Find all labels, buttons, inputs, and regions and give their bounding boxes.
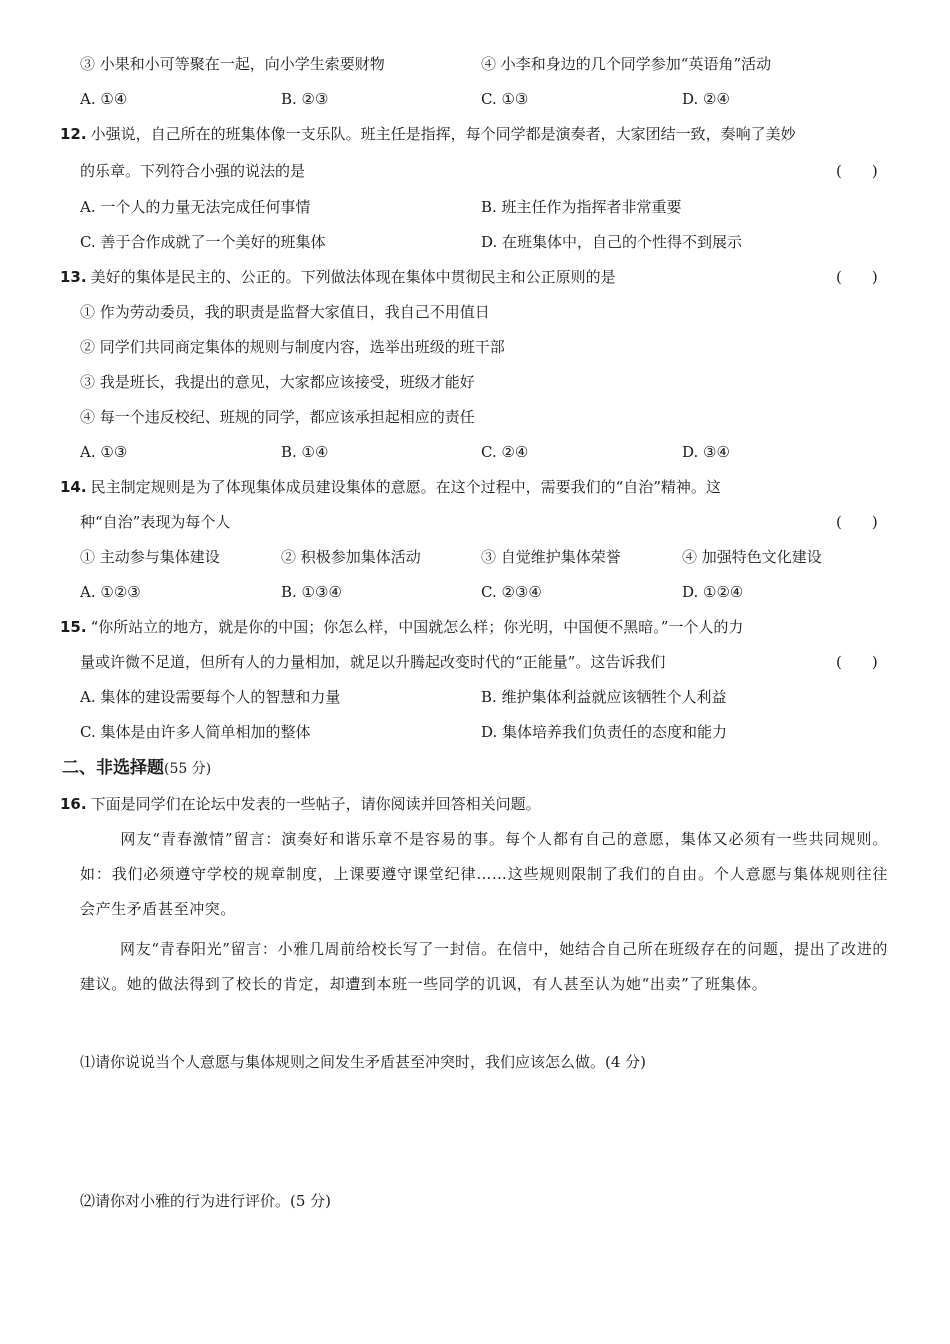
q15-stem-text: “你所站立的地方，就是你的中国；你怎么样，中国就怎么样；你光明，中国便不黑暗。”一个人的力 — [90, 618, 744, 636]
q15-choice-c: C. 集体是由许多人简单相加的整体 — [80, 723, 311, 741]
q14-choice-b: B. ①③④ — [281, 583, 342, 601]
q13-choice-a: A. ①③ — [80, 443, 128, 461]
q11-choice-d: D. ②④ — [682, 90, 730, 108]
q15-stem-line2: 量或许微不足道，但所有人的力量相加，就足以升腾起改变时代的“正能量”。这告诉我们 — [80, 653, 666, 671]
q12-stem-line2: 的乐章。下列符合小强的说法的是 — [80, 162, 306, 180]
q12-stem-text: 小强说，自己所在的班集体像一支乐队。班主任是指挥，每个同学都是演奏者，大家团结一致，奏响了美妙 — [90, 125, 796, 143]
q16-post-1-text: 网友“青春激情”留言：演奏好和谐乐章不是容易的事。每个人都有自己的意愿，集体又必须有一些共同规则。如：我们必须遵守学校的规章制度，上课要遵守课堂纪律……这些规则限制了我们的自由。个人意愿与集体规则往往会产生矛盾甚至冲突。 — [80, 830, 888, 918]
q14-item-2: ② 积极参加集体活动 — [281, 548, 421, 566]
q13-choice-c: C. ②④ — [481, 443, 529, 461]
q14-choice-a: A. ①②③ — [80, 583, 141, 601]
q11-choice-a: A. ①④ — [80, 90, 128, 108]
section-2-points: (55 分) — [164, 761, 212, 777]
q13-item-1: ① 作为劳动委员，我的职责是监督大家值日，我自己不用值日 — [80, 303, 490, 321]
q14-item-3: ③ 自觉维护集体荣誉 — [481, 548, 621, 566]
q13-item-2: ② 同学们共同商定集体的规则与制度内容，选举出班级的班干部 — [80, 338, 505, 356]
q16-post-1 — [80, 822, 888, 927]
q12-stem-line1 — [60, 123, 796, 145]
q12-choice-d: D. 在班集体中，自己的个性得不到展示 — [481, 233, 743, 251]
q15-choice-b: B. 维护集体利益就应该牺牲个人利益 — [481, 688, 727, 706]
q11-option-4: ④ 小李和身边的几个同学参加“英语角”活动 — [481, 55, 772, 73]
q14-answer-blank: ( ) — [836, 513, 878, 531]
q13-item-3: ③ 我是班长，我提出的意见，大家都应该接受，班级才能好 — [80, 373, 475, 391]
q11-choice-c: C. ①③ — [481, 90, 529, 108]
q14-stem-line2: 种“自治”表现为每个人 — [80, 513, 231, 531]
q16-post-2-text: 网友“青春阳光”留言：小雅几周前给校长写了一封信。在信中，她结合自己所在班级存在的问题，提出了改进的建议。她的做法得到了校长的肯定，却遭到本班一些同学的讥讽，有人甚至认为她“出卖”了班集体。 — [80, 940, 888, 993]
q12-answer-blank: ( ) — [836, 162, 878, 180]
q13-stem-text: 美好的集体是民主的、公正的。下列做法体现在集体中贯彻民主和公正原则的是 — [90, 268, 616, 286]
q14-item-1: ① 主动参与集体建设 — [80, 548, 220, 566]
q13-answer-blank: ( ) — [836, 268, 878, 286]
q13-number: 13. — [60, 268, 87, 286]
q12-choice-b: B. 班主任作为指挥者非常重要 — [481, 198, 682, 216]
section-2-title: 二、非选择题 — [62, 758, 164, 778]
q14-stem-text: 民主制定规则是为了体现集体成员建设集体的意愿。在这个过程中，需要我们的“自治”精神。这 — [90, 478, 721, 496]
q14-choice-d: D. ①②④ — [682, 583, 744, 601]
q13-choice-b: B. ①④ — [281, 443, 329, 461]
q15-stem-line1 — [60, 616, 743, 638]
q16-subquestion-2: ⑵请你对小雅的行为进行评价。(5 分) — [80, 1192, 332, 1210]
q14-number: 14. — [60, 478, 87, 496]
q16-subquestion-1: ⑴请你说说当个人意愿与集体规则之间发生矛盾甚至冲突时，我们应该怎么做。(4 分) — [80, 1053, 647, 1071]
q12-choice-c: C. 善于合作成就了一个美好的班集体 — [80, 233, 326, 251]
q15-choice-a: A. 集体的建设需要每个人的智慧和力量 — [80, 688, 341, 706]
q14-item-4: ④ 加强特色文化建设 — [682, 548, 822, 566]
q14-stem-line1 — [60, 476, 721, 498]
q16-stem — [60, 793, 541, 815]
q12-choice-a: A. 一个人的力量无法完成任何事情 — [80, 198, 311, 216]
q11-choice-b: B. ②③ — [281, 90, 329, 108]
q13-item-4: ④ 每一个违反校纪、班规的同学，都应该承担起相应的责任 — [80, 408, 475, 426]
q16-number: 16. — [60, 795, 87, 813]
q15-answer-blank: ( ) — [836, 653, 878, 671]
q13-stem — [60, 266, 616, 288]
q15-choice-d: D. 集体培养我们负责任的态度和能力 — [481, 723, 728, 741]
q14-choice-c: C. ②③④ — [481, 583, 542, 601]
q16-stem-text: 下面是同学们在论坛中发表的一些帖子，请你阅读并回答相关问题。 — [90, 795, 541, 813]
q12-number: 12. — [60, 125, 87, 143]
q13-choice-d: D. ③④ — [682, 443, 730, 461]
section-2-heading — [62, 756, 211, 781]
q16-post-2 — [80, 932, 888, 1002]
q11-option-3: ③ 小果和小可等聚在一起，向小学生索要财物 — [80, 55, 385, 73]
q15-number: 15. — [60, 618, 87, 636]
